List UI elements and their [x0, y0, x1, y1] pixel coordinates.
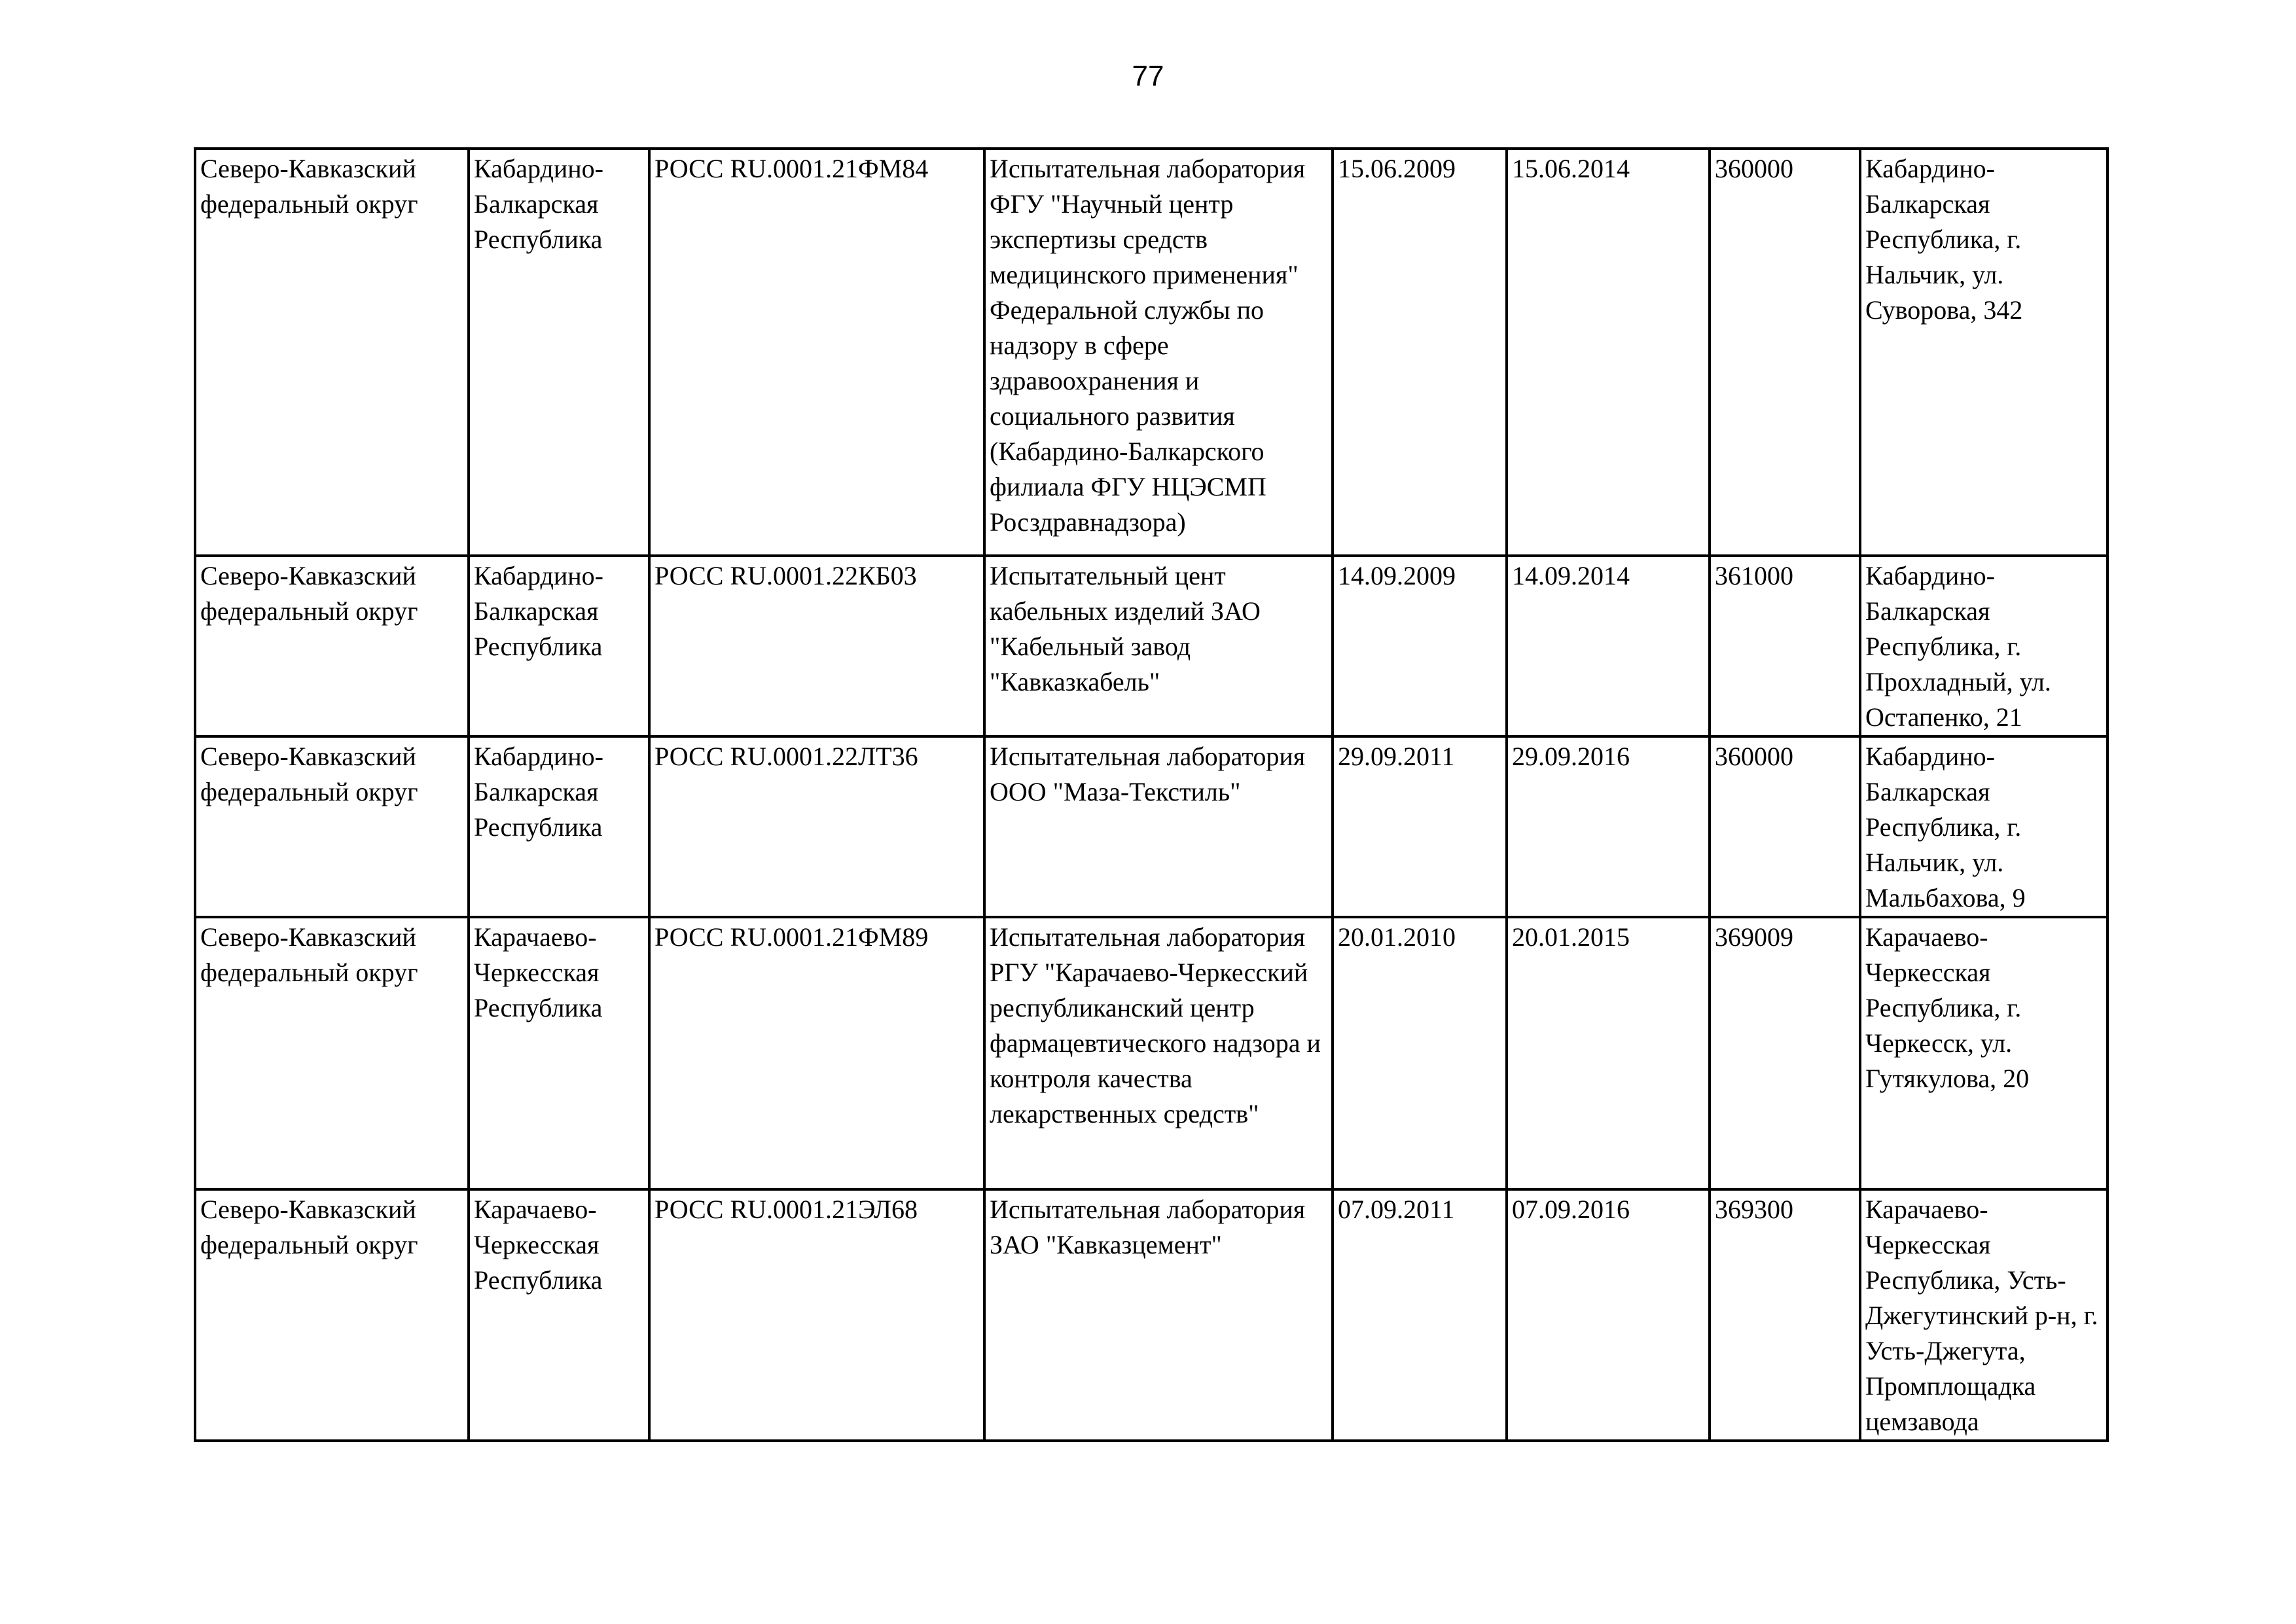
registry-table [194, 147, 2109, 1442]
address-cell: Кабардино-Балкарская Республика, г. Нальчик, ул. Мальбахова, 9 [1860, 736, 2108, 917]
date-to-cell: 07.09.2016 [1507, 1189, 1710, 1441]
date-from-cell: 20.01.2010 [1333, 917, 1507, 1189]
postal-index-cell: 360000 [1710, 736, 1860, 917]
table-row [195, 556, 2108, 736]
organization-cell: Испытательный цент кабельных изделий ЗАО "Кабельный завод "Кавказкабель" [984, 556, 1333, 736]
organization-cell: Испытательная лаборатория РГУ "Карачаево-Черкесский республиканский центр фармацевтического надзора и контроля качества лекарственных средств" [984, 917, 1333, 1189]
district-cell: Северо-Кавказский федеральный округ [195, 149, 469, 556]
organization-cell: Испытательная лаборатория ФГУ "Научный центр экспертизы средств медицинского применения" Федеральной службы по надзору в сфере здравоохранения и социального развития (Кабардино-Балкарского филиала ФГУ НЦЭСМП Росздравнадзора) [984, 149, 1333, 556]
address-cell: Кабардино-Балкарская Республика, г. Нальчик, ул. Суворова, 342 [1860, 149, 2108, 556]
postal-index-cell: 360000 [1710, 149, 1860, 556]
district-cell: Северо-Кавказский федеральный округ [195, 1189, 469, 1441]
date-to-cell: 15.06.2014 [1507, 149, 1710, 556]
date-from-cell: 07.09.2011 [1333, 1189, 1507, 1441]
date-from-cell: 14.09.2009 [1333, 556, 1507, 736]
certificate-cell: РОСС RU.0001.21ФМ89 [649, 917, 984, 1189]
organization-cell: Испытательная лаборатория ООО "Маза-Текстиль" [984, 736, 1333, 917]
address-cell: Кабардино-Балкарская Республика, г. Прохладный, ул. Остапенко, 21 [1860, 556, 2108, 736]
certificate-cell: РОСС RU.0001.22КБ03 [649, 556, 984, 736]
region-cell: Кабардино-Балкарская Республика [469, 556, 649, 736]
region-cell: Карачаево-Черкесская Республика [469, 1189, 649, 1441]
date-to-cell: 29.09.2016 [1507, 736, 1710, 917]
postal-index-cell: 369300 [1710, 1189, 1860, 1441]
postal-index-cell: 361000 [1710, 556, 1860, 736]
date-to-cell: 20.01.2015 [1507, 917, 1710, 1189]
date-to-cell: 14.09.2014 [1507, 556, 1710, 736]
certificate-cell: РОСС RU.0001.22ЛТ36 [649, 736, 984, 917]
table-row [195, 149, 2108, 556]
table-row [195, 1189, 2108, 1441]
address-cell: Карачаево-Черкесская Республика, Усть-Джегутинский р-н, г. Усть-Джегута, Промплощадка цемзавода [1860, 1189, 2108, 1441]
date-from-cell: 29.09.2011 [1333, 736, 1507, 917]
date-from-cell: 15.06.2009 [1333, 149, 1507, 556]
organization-cell: Испытательная лаборатория ЗАО "Кавказцемент" [984, 1189, 1333, 1441]
district-cell: Северо-Кавказский федеральный округ [195, 736, 469, 917]
postal-index-cell: 369009 [1710, 917, 1860, 1189]
page-number: 77 [1132, 60, 1164, 92]
region-cell: Кабардино-Балкарская Республика [469, 149, 649, 556]
certificate-cell: РОСС RU.0001.21ФМ84 [649, 149, 984, 556]
region-cell: Карачаево-Черкесская Республика [469, 917, 649, 1189]
region-cell: Кабардино-Балкарская Республика [469, 736, 649, 917]
district-cell: Северо-Кавказский федеральный округ [195, 556, 469, 736]
certificate-cell: РОСС RU.0001.21ЭЛ68 [649, 1189, 984, 1441]
district-cell: Северо-Кавказский федеральный округ [195, 917, 469, 1189]
address-cell: Карачаево-Черкесская Республика, г. Черкесск, ул. Гутякулова, 20 [1860, 917, 2108, 1189]
table-row [195, 917, 2108, 1189]
table-row [195, 736, 2108, 917]
